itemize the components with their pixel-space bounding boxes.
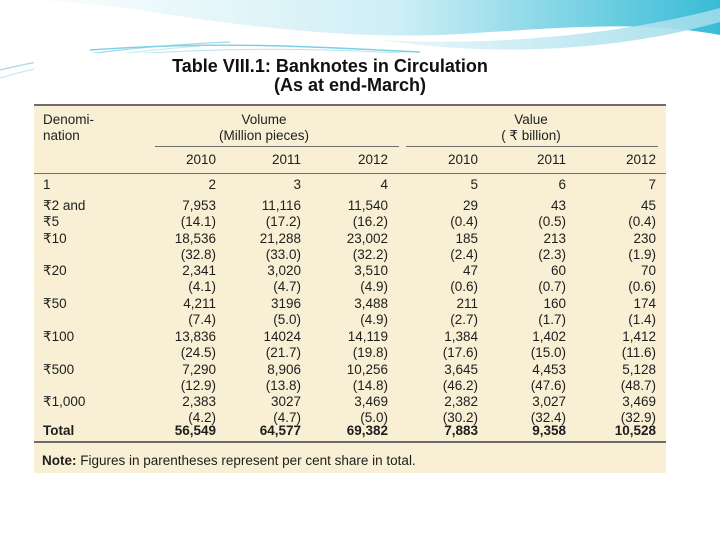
total-value-2011: 9,358 [532,423,566,438]
row-denomination-label: ₹1,000 [43,394,86,409]
table-note [42,453,416,468]
header-rule [34,173,666,174]
table-title [34,57,666,97]
row-cell-v3: 11,540 (16.2) [347,198,388,229]
year-2011-value: 2011 [536,152,566,167]
value-subheader-rule [406,146,658,147]
banknote-table-figure [34,53,666,473]
table-title-line1: Table VIII.1: Banknotes in Circulation [172,56,488,76]
row-cell-w2: 60 (0.7) [538,263,566,294]
row-cell-w1: 29 (0.4) [450,198,478,229]
row-cell-v2: 11,116 (17.2) [261,198,301,229]
row-cell-w2: 1,402 (15.0) [530,329,566,360]
table-panel [34,104,666,473]
row-cell-w3: 70 (0.6) [628,263,656,294]
row-cell-v1: 18,536 (32.8) [174,231,216,262]
row-cell-w1: 3,645 (46.2) [442,362,478,393]
row-denomination-label: ₹20 [43,263,67,278]
total-volume-2011: 64,577 [259,423,301,438]
row-cell-v3: 3,510 (4.9) [354,263,388,294]
total-volume-2012: 69,382 [346,423,388,438]
row-denomination-label: ₹500 [43,362,75,377]
row-cell-v2: 21,288 (33.0) [259,231,301,262]
row-cell-w2: 213 (2.3) [538,231,566,262]
row-cell-v3: 14,119 (19.8) [347,329,388,360]
row-cell-v2: 3027 (4.7) [270,394,301,425]
table-title-line2: (As at end-March) [273,75,426,95]
row-cell-v3: 10,256 (14.8) [346,362,388,393]
row-cell-w1: 47 (0.6) [450,263,478,294]
index-cell-3: 3 [293,177,301,192]
row-cell-v1: 7,290 (12.9) [180,362,216,393]
index-cell-1: 1 [43,177,51,192]
row-cell-w2: 4,453 (47.6) [530,362,566,393]
index-cell-6: 6 [558,177,566,192]
row-cell-v2: 8,906 (13.8) [265,362,301,393]
total-volume-2010: 56,549 [174,423,216,438]
row-cell-w3: 45 (0.4) [628,198,656,229]
note-label: Note: [42,453,77,468]
index-cell-7: 7 [648,177,656,192]
total-label: Total [43,423,75,438]
index-cell-4: 4 [380,177,388,192]
row-cell-w1: 1,384 (17.6) [442,329,478,360]
row-cell-w3: 174 (1.4) [628,296,656,327]
row-cell-v3: 23,002 (32.2) [346,231,388,262]
index-cell-5: 5 [470,177,478,192]
row-cell-v3: 3,488 (4.9) [354,296,388,327]
row-cell-w2: 3,027 (32.4) [530,394,566,425]
row-cell-w2: 160 (1.7) [538,296,566,327]
header-denomination: Denomi- nation [43,112,95,143]
row-cell-w1: 185 (2.4) [450,231,478,262]
row-cell-w2: 43 (0.5) [538,198,566,229]
row-cell-v2: 14024 (21.7) [263,329,301,360]
row-cell-w3: 5,128 (48.7) [620,362,656,393]
row-cell-w1: 211 (2.7) [450,296,478,327]
volume-subheader-rule [155,146,399,147]
total-rule [34,441,666,443]
row-cell-v1: 13,836 (24.5) [174,329,216,360]
row-cell-w3: 3,469 (32.9) [620,394,656,425]
row-cell-v1: 2,383 (4.2) [182,394,216,425]
row-cell-v1: 7,953 (14.1) [180,198,216,229]
year-2010-volume: 2010 [185,152,216,167]
top-rule [34,104,666,106]
row-cell-v2: 3,020 (4.7) [267,263,301,294]
year-2012-volume: 2012 [357,152,388,167]
row-cell-w1: 2,382 (30.2) [442,394,478,425]
row-denomination-label: ₹100 [43,329,75,344]
row-cell-w3: 230 (1.9) [628,231,656,262]
row-cell-v2: 3196 (5.0) [270,296,301,327]
header-value: Value ( ₹ billion) [501,112,561,143]
index-cell-2: 2 [208,177,216,192]
year-2012-value: 2012 [625,152,656,167]
header-volume: Volume (Million pieces) [218,112,310,143]
row-cell-v1: 2,341 (4.1) [182,263,216,294]
year-2010-value: 2010 [447,152,478,167]
row-denomination-label: ₹50 [43,296,67,311]
row-cell-v3: 3,469 (5.0) [354,394,388,425]
row-denomination-label: ₹2 and ₹5 [43,198,86,229]
note-text: Figures in parentheses represent per cent share in total. [76,453,416,468]
total-value-2010: 7,883 [444,423,478,438]
row-cell-v1: 4,211 (7.4) [183,296,216,327]
row-cell-w3: 1,412 (11.6) [621,329,656,360]
total-value-2012: 10,528 [614,423,656,438]
row-denomination-label: ₹10 [43,231,67,246]
year-2011-volume: 2011 [271,152,301,167]
